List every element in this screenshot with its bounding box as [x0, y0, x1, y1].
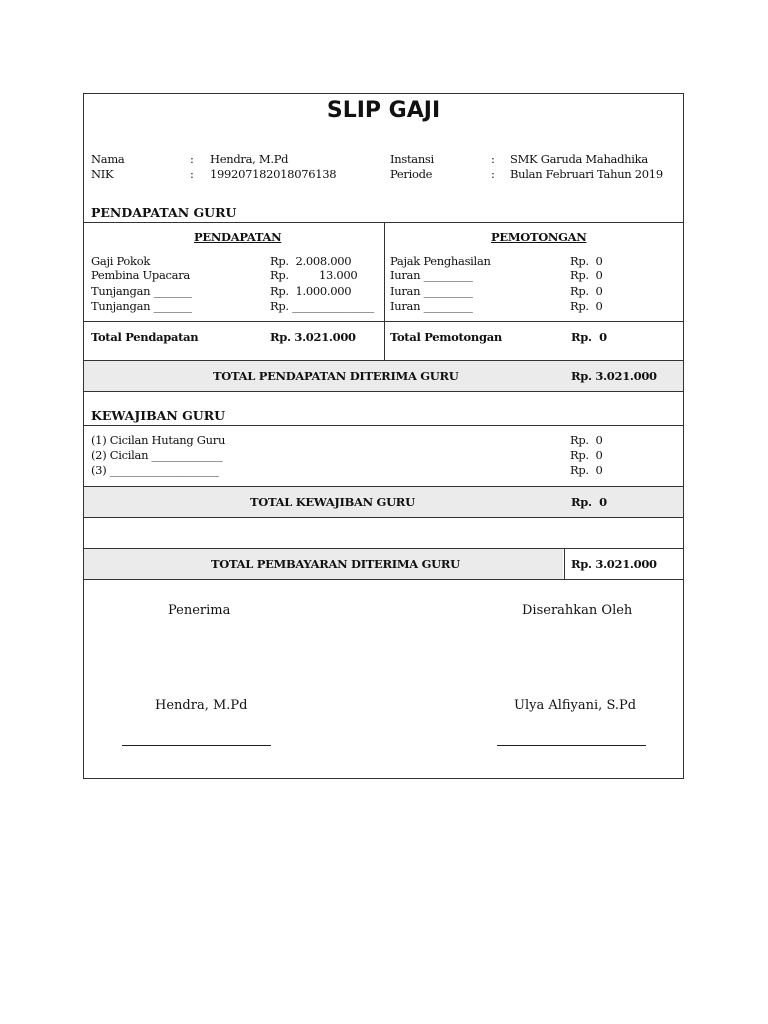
giver-signature-line	[497, 745, 646, 746]
total-pemotongan-value: Rp. 0	[571, 330, 607, 344]
column-divider	[384, 222, 385, 360]
nama-value: Hendra, M.Pd	[210, 152, 289, 166]
obligation-item-label: (3) ____________________	[91, 463, 219, 477]
obligation-section-title: KEWAJIBAN GURU	[91, 408, 225, 423]
nik-label: NIK	[91, 167, 114, 181]
pendapatan-item-label: Tunjangan _______	[91, 299, 192, 313]
total-pemotongan-label: Total Pemotongan	[390, 330, 502, 344]
nik-separator: :	[190, 167, 194, 181]
income-section-title: PENDAPATAN GURU	[91, 205, 237, 220]
total-payment-label: TOTAL PEMBAYARAN DITERIMA GURU	[211, 557, 460, 571]
pemotongan-item-label: Iuran _________	[390, 268, 473, 282]
total-obligation-label: TOTAL KEWAJIBAN GURU	[250, 495, 415, 509]
salary-slip	[83, 93, 684, 779]
pendapatan-header: PENDAPATAN	[194, 230, 282, 244]
divider	[84, 579, 683, 580]
total-pendapatan-label: Total Pendapatan	[91, 330, 199, 344]
pendapatan-item-value: Rp. 1.000.000	[270, 284, 352, 298]
nik-value: 199207182018076138	[210, 167, 337, 181]
receiver-name: Hendra, M.Pd	[155, 698, 248, 713]
divider	[84, 321, 683, 322]
divider	[84, 517, 683, 518]
pemotongan-item-label: Iuran _________	[390, 284, 473, 298]
total-obligation-value: Rp. 0	[571, 495, 607, 509]
pendapatan-item-value: Rp. _______________	[270, 299, 374, 313]
pemotongan-header: PEMOTONGAN	[491, 230, 587, 244]
pendapatan-item-value: Rp. 2.008.000	[270, 254, 352, 268]
obligation-item-value: Rp. 0	[570, 463, 603, 477]
pendapatan-item-label: Tunjangan _______	[91, 284, 192, 298]
pemotongan-item-value: Rp. 0	[570, 254, 603, 268]
nama-label: Nama	[91, 152, 125, 166]
instansi-separator: :	[491, 152, 495, 166]
divider	[84, 391, 683, 392]
pemotongan-item-value: Rp. 0	[570, 284, 603, 298]
giver-name: Ulya Alfiyani, S.Pd	[514, 698, 637, 713]
pendapatan-item-label: Gaji Pokok	[91, 254, 150, 268]
instansi-label: Instansi	[390, 152, 434, 166]
nama-separator: :	[190, 152, 194, 166]
giver-role: Diserahkan Oleh	[522, 603, 633, 618]
pemotongan-item-value: Rp. 0	[570, 268, 603, 282]
slip-title: SLIP GAJI	[326, 98, 441, 123]
obligation-item-label: (1) Cicilan Hutang Guru	[91, 433, 226, 447]
pemotongan-item-label: Iuran _________	[390, 299, 473, 313]
receiver-signature-line	[122, 745, 271, 746]
total-payment-value: Rp. 3.021.000	[571, 557, 657, 571]
pemotongan-item-label: Pajak Penghasilan	[390, 254, 491, 268]
pemotongan-item-value: Rp. 0	[570, 299, 603, 313]
instansi-value: SMK Garuda Mahadhika	[510, 152, 648, 166]
periode-label: Periode	[390, 167, 433, 181]
obligation-item-value: Rp. 0	[570, 433, 603, 447]
periode-value: Bulan Februari Tahun 2019	[510, 167, 663, 181]
column-divider	[564, 548, 565, 579]
total-received-label: TOTAL PENDAPATAN DITERIMA GURU	[213, 369, 459, 383]
receiver-role: Penerima	[168, 603, 231, 618]
periode-separator: :	[491, 167, 495, 181]
pendapatan-item-value: Rp. 13.000	[270, 268, 358, 282]
divider	[84, 425, 683, 426]
obligation-item-value: Rp. 0	[570, 448, 603, 462]
obligation-item-label: (2) Cicilan _____________	[91, 448, 223, 462]
total-received-value: Rp. 3.021.000	[571, 369, 657, 383]
total-pendapatan-value: Rp. 3.021.000	[270, 330, 356, 344]
pendapatan-item-label: Pembina Upacara	[91, 268, 190, 282]
